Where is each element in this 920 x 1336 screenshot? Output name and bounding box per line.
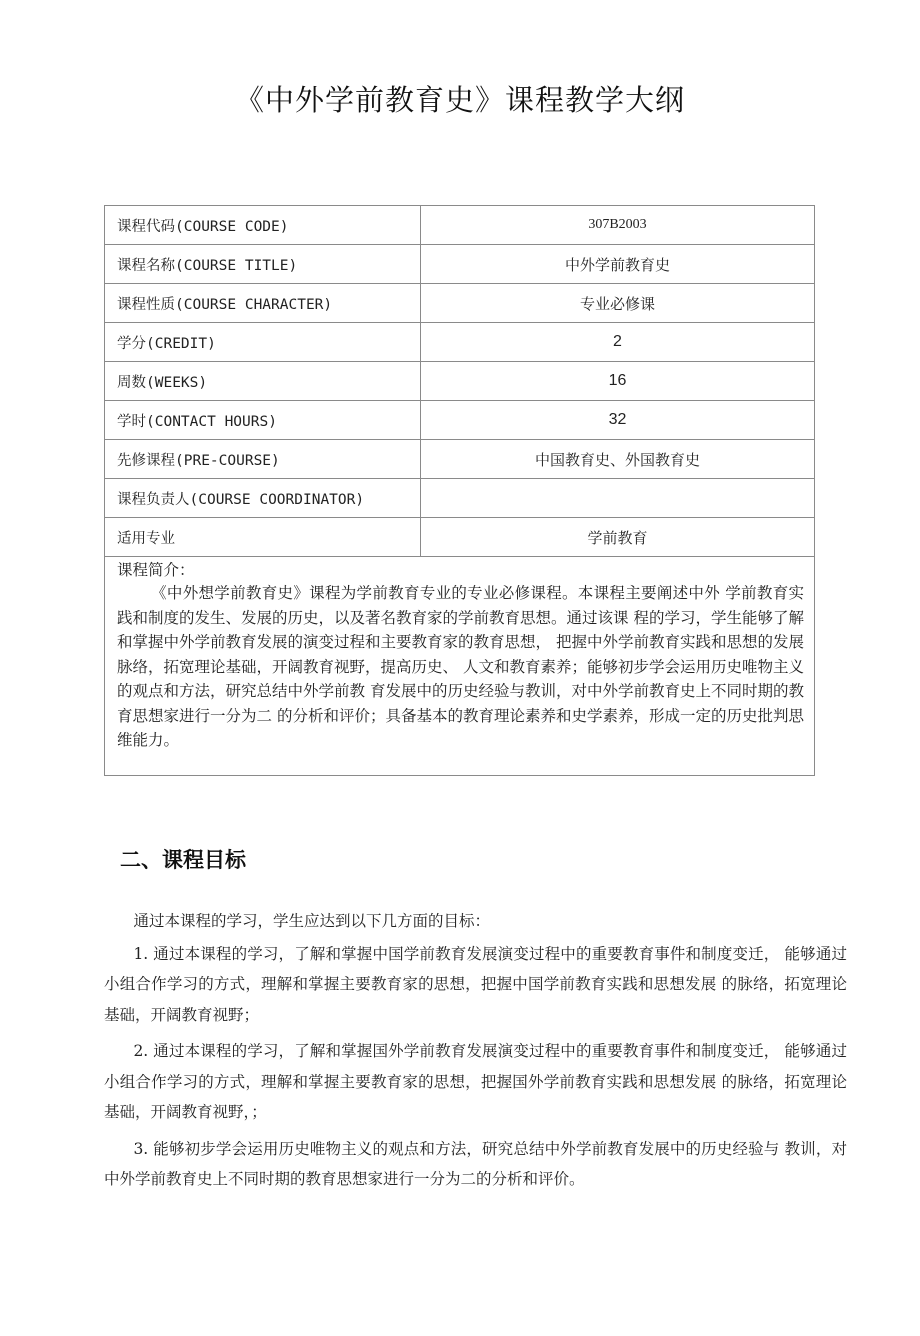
- course-code-value: 307B2003: [421, 206, 815, 245]
- course-code-label: 课程代码(COURSE CODE): [105, 206, 421, 245]
- document-title: 《中外学前教育史》课程教学大纲: [234, 83, 685, 117]
- course-intro-label: 课程简介：: [117, 561, 195, 579]
- objective-item-2: 2. 通过本课程的学习，了解和掌握国外学前教育发展演变过程中的重要教育事件和制度变迁， 能够通过小组合作学习的方式，理解和掌握主要教育家的思想，把握国外学前教育实践和思想发展 的脉络，拓宽理论基础，开阔教育视野，；: [104, 1042, 847, 1121]
- contact-hours-label: 学时(CONTACT HOURS): [105, 401, 421, 440]
- table-row-course-code: [105, 206, 815, 245]
- table-row-credit: [105, 323, 815, 362]
- course-objectives-body: [104, 906, 847, 1201]
- course-character-value: 专业必修课: [421, 284, 815, 323]
- course-coordinator-label: 课程负责人(COURSE COORDINATOR): [105, 479, 421, 518]
- applicable-major-label: 适用专业: [105, 518, 421, 557]
- table-row-applicable-major: [105, 518, 815, 557]
- credit-label: 学分(CREDIT): [105, 323, 421, 362]
- table-row-course-coordinator: [105, 479, 815, 518]
- course-coordinator-value: [421, 479, 815, 518]
- course-title-label: 课程名称(COURSE TITLE): [105, 245, 421, 284]
- table-row-contact-hours: [105, 401, 815, 440]
- table-row-course-intro: [105, 557, 815, 776]
- course-character-label: 课程性质(COURSE CHARACTER): [105, 284, 421, 323]
- objective-item-3: 3. 能够初步学会运用历史唯物主义的观点和方法，研究总结中外学前教育发展中的历史经验与 教训，对中外学前教育史上不同时期的教育思想家进行一分为二的分析和评价。: [104, 1139, 847, 1188]
- pre-course-label: 先修课程(PRE-COURSE): [105, 440, 421, 479]
- table-row-course-title: [105, 245, 815, 284]
- weeks-label: 周数(WEEKS): [105, 362, 421, 401]
- credit-value: 2: [421, 323, 815, 362]
- contact-hours-value: 32: [421, 401, 815, 440]
- course-title-value: 中外学前教育史: [421, 245, 815, 284]
- pre-course-value: 中国教育史、外国教育史: [421, 440, 815, 479]
- section-heading-course-objectives: 二、课程目标: [120, 848, 246, 872]
- objective-item-1: 1. 通过本课程的学习，了解和掌握中国学前教育发展演变过程中的重要教育事件和制度变迁， 能够通过小组合作学习的方式，理解和掌握主要教育家的思想，把握中国学前教育实践和思想发展 的脉络，拓宽理论基础，开阔教育视野；: [104, 944, 847, 1024]
- table-row-pre-course: [105, 440, 815, 479]
- course-info-table: [104, 205, 815, 776]
- course-intro-text: 《中外想学前教育史》课程为学前教育专业的专业必修课程。本课程主要阐述中外 学前教育实践和制度的发生、发展的历史，以及著名教育家的学前教育思想。通过该课 程的学习，学生能够了解和掌握中外学前教育发展的演变过程和主要教育家的教育思想， 把握中外学前教育实践和思想的发展脉络，拓宽理论基础，开阔教育视野，提高历史、 人文和教育素养；能够初步学会运用历史唯物主义的观点和方法，研究总结中外学前教 育发展中的历史经验与教训，对中外学前教育史上不同时期的教育思想家进行一分为二 的分析和评价；具备基本的教育理论素养和史学素养，形成一定的历史批判思维能力。: [117, 584, 804, 749]
- course-intro-cell: [105, 557, 815, 776]
- applicable-major-value: 学前教育: [421, 518, 815, 557]
- objectives-lead-paragraph: 通过本课程的学习，学生应达到以下几方面的目标：: [133, 912, 490, 930]
- table-row-weeks: [105, 362, 815, 401]
- table-row-course-character: [105, 284, 815, 323]
- weeks-value: 16: [421, 362, 815, 401]
